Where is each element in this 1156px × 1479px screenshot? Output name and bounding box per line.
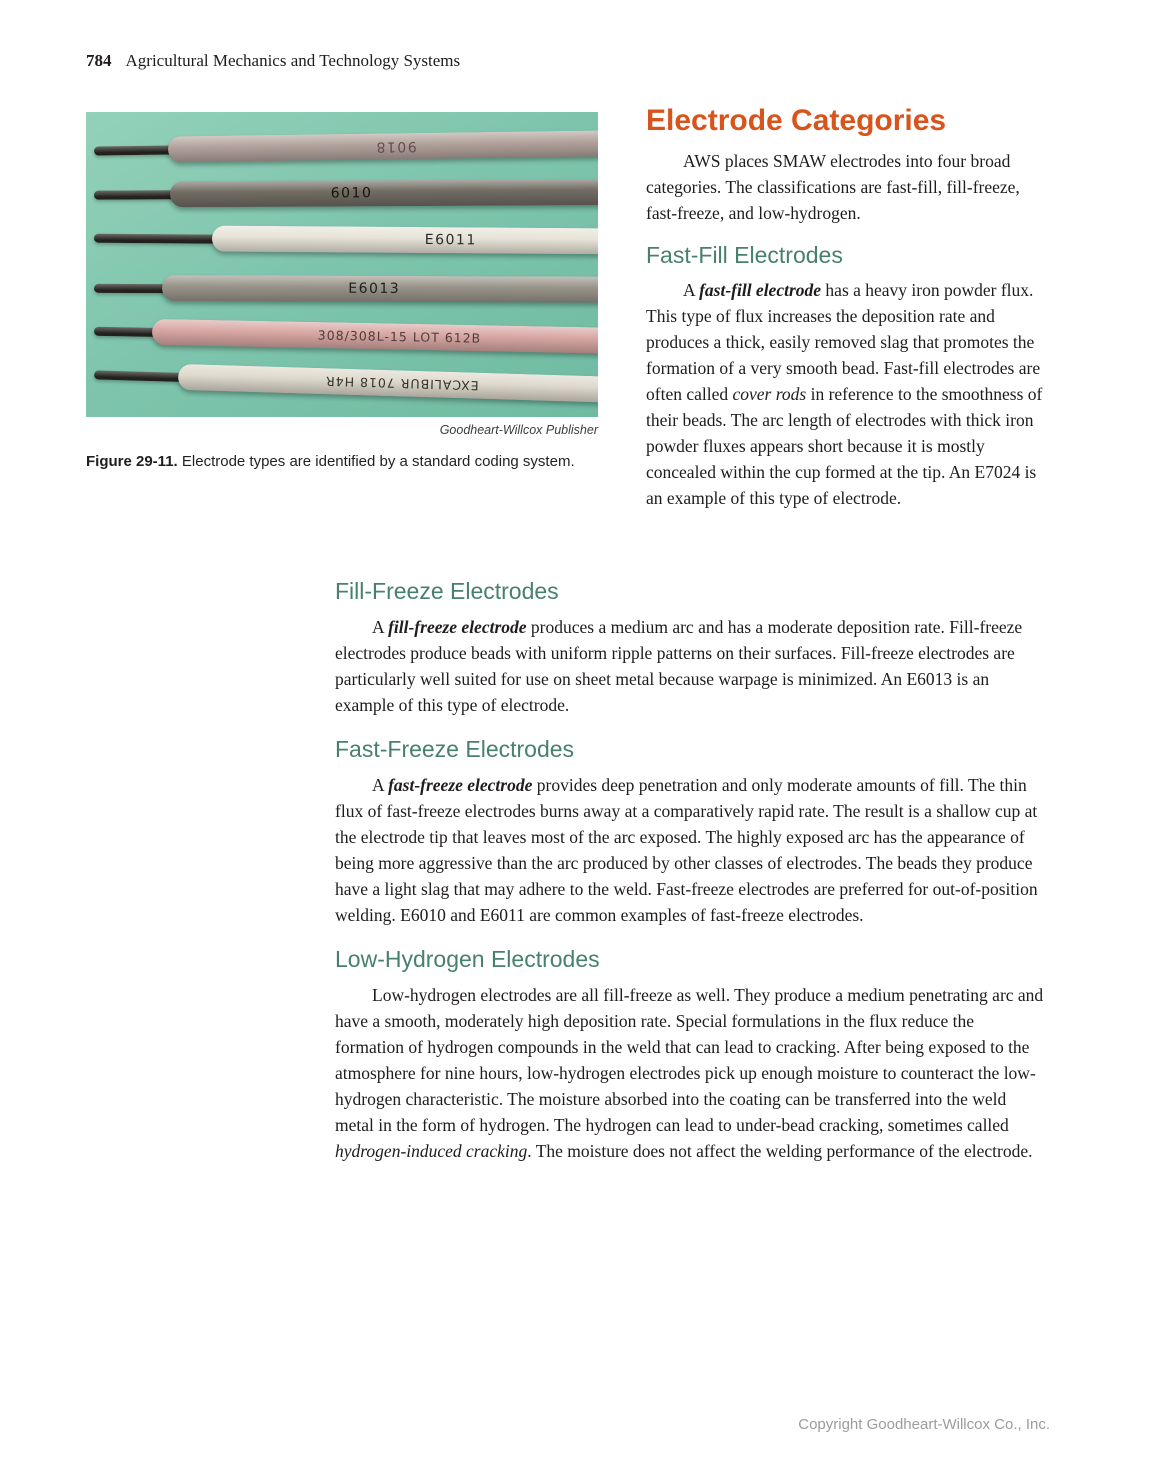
figure-caption-label: Figure 29-11. xyxy=(86,453,178,470)
electrode-bare-stick xyxy=(94,370,182,382)
electrode-code-label: E6013 xyxy=(348,280,401,297)
electrode-bare-stick xyxy=(94,190,174,199)
text-segment: has a heavy iron powder flux. This type of flux increases the deposition rate and produces a thick, easily removed slag that promotes the formation of a very smooth bead. Fast-fill electrodes are often called xyxy=(646,280,1041,404)
text-segment: Low-hydrogen electrodes are all fill-freeze as well. They produce a medium penetrating arc and have a smooth, moderately high deposition rate. Special formulations in the flux reduce the formation of hydrogen compounds in the weld that can lead to cracking. After being exposed to the atmosphere for nine hours, low-hydrogen electrodes pick up enough moisture to counteract the low-hydrogen characteristic. The moisture absorbed into the coating can be transferred into the weld metal in the form of hydrogen. The hydrogen can lead to under-bead cracking, sometimes called xyxy=(335,985,1044,1135)
main-heading: Electrode Categories xyxy=(646,104,947,137)
electrode-rod xyxy=(94,177,598,208)
intro-paragraph xyxy=(646,148,1052,226)
text-segment: A xyxy=(372,775,389,795)
text-segment: . The moisture does not affect the welding performance of the electrode. xyxy=(527,1141,1033,1161)
lower-sections xyxy=(335,578,1047,1170)
electrode-photo xyxy=(86,112,598,417)
electrode-code-label: 9018 xyxy=(375,138,418,155)
electrode-flux-coating xyxy=(152,319,598,356)
figure-caption-text: Electrode types are identified by a standard coding system. xyxy=(181,453,575,470)
electrode-code-label: E6011 xyxy=(424,232,477,249)
electrode-rod xyxy=(94,360,598,407)
figure-caption xyxy=(86,451,591,472)
running-header-title: Agricultural Mechanics and Technology Systems xyxy=(125,51,461,70)
fast-freeze-paragraph xyxy=(335,772,1047,928)
text-segment: fast-freeze electrode xyxy=(388,775,533,795)
electrode-bare-stick xyxy=(94,283,166,292)
electrode-rod xyxy=(94,127,598,164)
right-column xyxy=(646,104,1052,517)
low-hydrogen-paragraph xyxy=(335,982,1047,1164)
page-number: 784 xyxy=(86,51,112,70)
text-segment: provides deep penetration and only moderate amounts of fill. The thin flux of fast-freeze electrodes burns away at a comparatively rapid rate. The result is a shallow cup at the electrode tip that leaves most of the arc exposed. The highly exposed arc has the appearance of being more aggressive than the arc produced by other classes of electrodes. The beads they produce have a light slag that may adhere to the weld. Fast-freeze electrodes are preferred for out-of-position welding. E6010 and E6011 are common examples of fast-freeze electrodes. xyxy=(335,775,1038,925)
section-heading-low-hydrogen: Low-Hydrogen Electrodes xyxy=(335,946,600,972)
section-heading-fast-fill: Fast-Fill Electrodes xyxy=(646,242,843,268)
electrode-code-label: EXCALIBUR 7018 H4R xyxy=(324,373,480,394)
electrode-flux-coating xyxy=(162,275,598,303)
electrode-bare-stick xyxy=(94,233,216,243)
electrode-rod xyxy=(94,274,598,304)
text-segment: fast-fill electrode xyxy=(699,280,822,300)
footer-copyright: Copyright Goodheart-Willcox Co., Inc. xyxy=(798,1416,1050,1433)
section-heading-fill-freeze: Fill-Freeze Electrodes xyxy=(335,578,559,604)
electrode-flux-coating xyxy=(170,178,598,207)
fill-freeze-paragraph xyxy=(335,614,1047,718)
text-segment: A xyxy=(372,617,389,637)
electrode-flux-coating xyxy=(178,364,598,407)
electrode-flux-coating xyxy=(168,128,598,162)
figure-credit: Goodheart-Willcox Publisher xyxy=(439,423,598,437)
text-segment: in reference to the smoothness of their beads. The arc length of electrodes with thick iron powder fluxes appears short because it is mostly concealed within the cup formed at the tip. An E7024 is an example of this type of electrode. xyxy=(646,384,1043,508)
text-segment: produces a medium arc and has a moderate deposition rate. Fill-freeze electrodes produce beads with uniform ripple patterns on their surfaces. Fill-freeze electrodes are particularly well suited for use on sheet metal because warpage is minimized. An E6013 is an example of this type of electrode. xyxy=(335,617,1023,715)
text-segment: hydrogen-induced cracking xyxy=(335,1141,528,1161)
text-segment: AWS places SMAW electrodes into four broad categories. The classifications are fast-fill, fill-freeze, fast-freeze, and low-hydrogen. xyxy=(646,151,1020,223)
section-heading-fast-freeze: Fast-Freeze Electrodes xyxy=(335,736,575,762)
fast-fill-paragraph xyxy=(646,277,1052,511)
electrode-bare-stick xyxy=(94,326,156,336)
electrode-rod xyxy=(94,224,598,257)
electrode-code-label: 6010 xyxy=(330,185,373,202)
text-segment: A xyxy=(683,280,700,300)
running-header xyxy=(86,50,460,72)
electrode-code-label: 308/308L-15 LOT 612B xyxy=(317,327,482,346)
figure-29-11 xyxy=(86,112,598,472)
text-segment: fill-freeze electrode xyxy=(388,617,527,637)
electrode-flux-coating xyxy=(212,226,598,256)
electrode-bare-stick xyxy=(94,145,172,155)
electrode-rod xyxy=(94,317,598,357)
text-segment: cover rods xyxy=(732,384,807,404)
